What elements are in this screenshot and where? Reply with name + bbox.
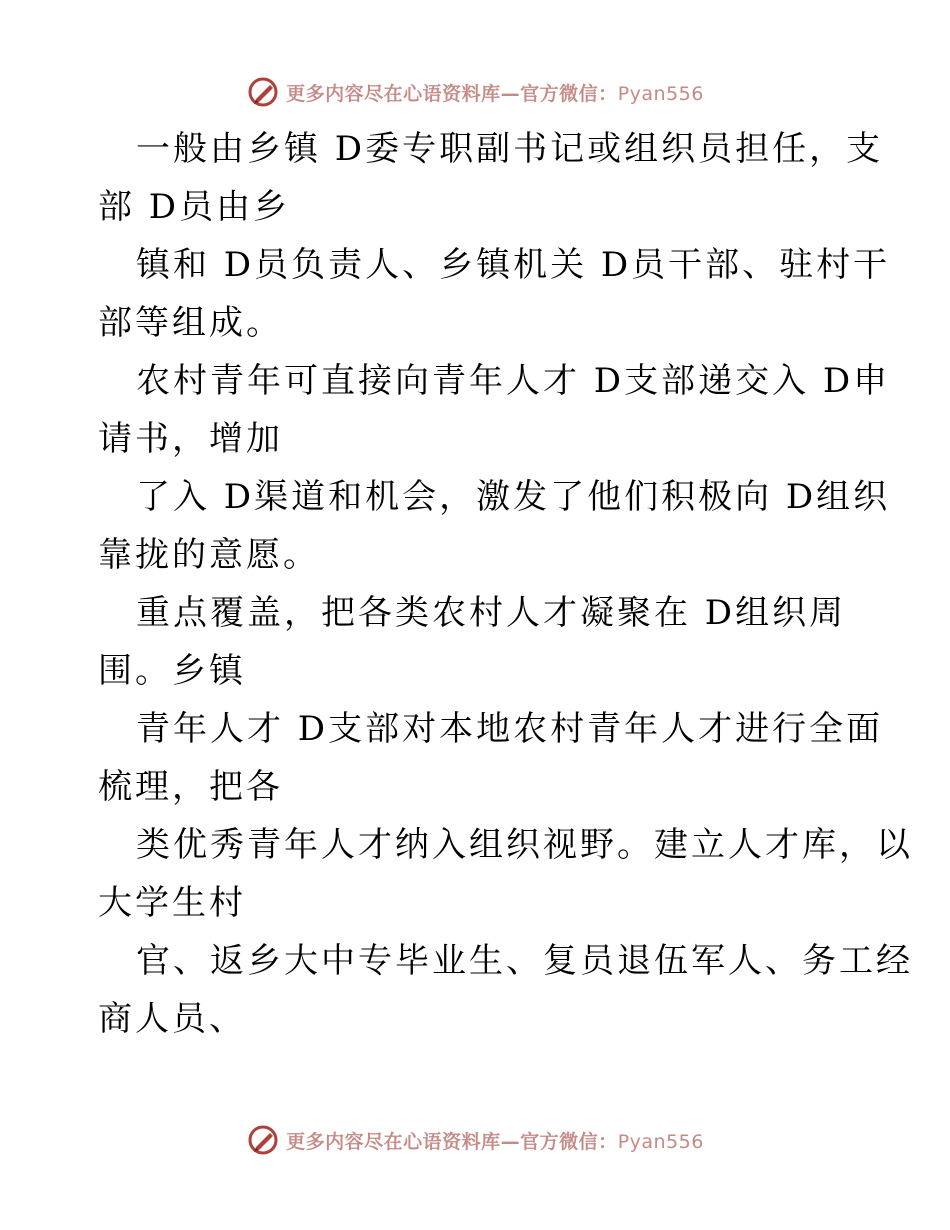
watermark-text: 更多内容尽在心语资料库—官方微信：Pyan556 xyxy=(286,1130,704,1153)
text-line: 大学生村 xyxy=(98,883,246,923)
text-line: 青年人才 D支部对本地农村青年人才进行全面 xyxy=(136,709,884,749)
footer-watermark xyxy=(0,1120,950,1160)
text-line: 围。乡镇 xyxy=(98,651,246,691)
watermark-text: 更多内容尽在心语资料库—官方微信：Pyan556 xyxy=(286,82,704,105)
text-line: 请书，增加 xyxy=(98,419,283,459)
text-line: 官、返乡大中专毕业生、复员退伍军人、务工经 xyxy=(136,941,913,981)
text-line: 梳理，把各 xyxy=(98,767,283,807)
text-line: 部等组成。 xyxy=(98,303,283,343)
text-line: 了入 D渠道和机会，激发了他们积极向 D组织 xyxy=(136,477,891,517)
text-line: 部 D员由乡 xyxy=(98,187,291,227)
text-line: 镇和 D员负责人、乡镇机关 D员干部、驻村干 xyxy=(136,245,891,285)
text-line: 农村青年可直接向青年人才 D支部递交入 D申 xyxy=(136,361,891,401)
document-body xyxy=(98,120,913,1048)
text-line: 类优秀青年人才纳入组织视野。建立人才库，以 xyxy=(136,825,913,865)
pen-logo-icon xyxy=(246,1123,280,1157)
header-watermark xyxy=(0,72,950,112)
text-line: 商人员、 xyxy=(98,999,246,1039)
text-line: 一般由乡镇 D委专职副书记或组织员担任，支 xyxy=(136,129,884,169)
text-line: 重点覆盖，把各类农村人才凝聚在 D组织周 xyxy=(136,593,847,633)
pen-logo-icon xyxy=(246,75,280,109)
text-line: 靠拢的意愿。 xyxy=(98,535,320,575)
